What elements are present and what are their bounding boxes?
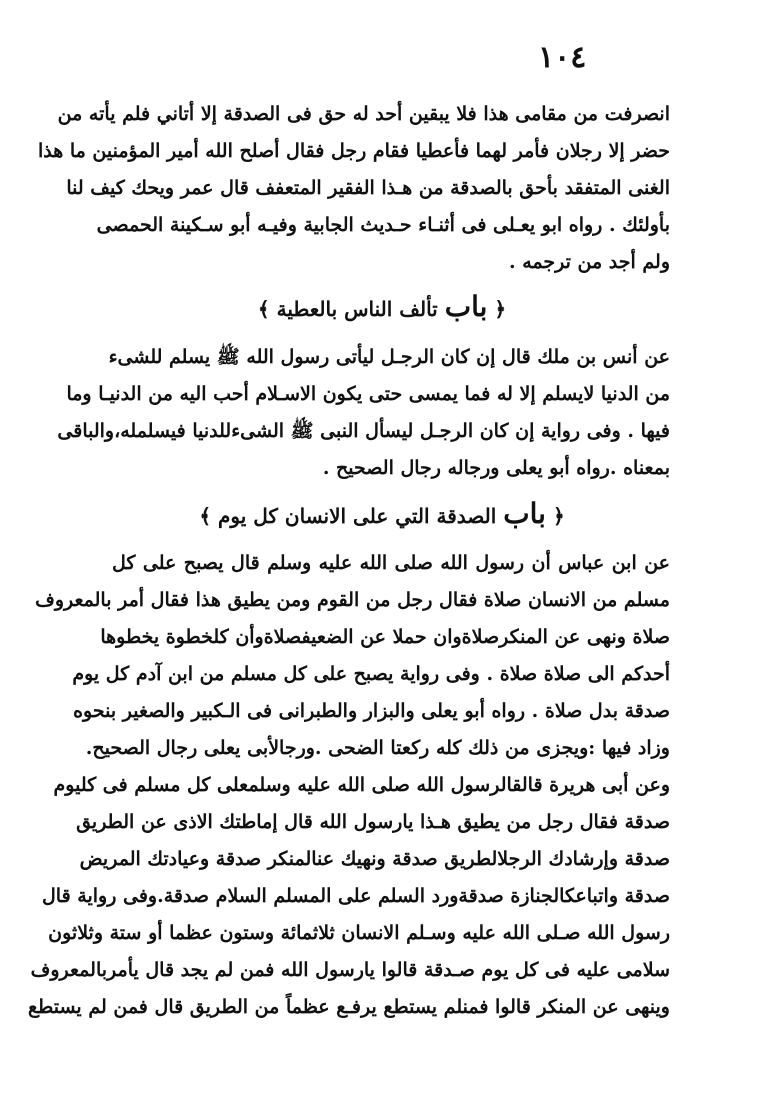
chapter-word: باب	[503, 497, 546, 530]
ornament-open: ﴿	[494, 297, 507, 321]
text-line: صدقة وإرشادك الرجلالطريق صدقة ونهيك عنالمنكر صدقة وعيادتك المريض	[79, 848, 670, 870]
ornament-open: ﴿	[552, 504, 565, 528]
page-number: ١٠٤	[538, 40, 587, 75]
text-line: انصرفت من مقامى هذا فلا يبقين أحد له حق فى الصدقة إلا أتاني فلم يأته من	[57, 103, 670, 125]
text-line: رسول الله صـلى الله عليه وسـلم الانسان ثلاثمائة وستون عظما أو ستة وثلاثون	[48, 922, 670, 944]
text-line: ولم أجد من ترجمه .	[508, 251, 670, 273]
paragraph-3	[28, 545, 670, 1026]
ornament-close: ﴾	[257, 297, 270, 321]
text-line: صدقة بدل صلاة . رواه أبو يعلى والبزار والطبرانى فى الـكبير والصغير بنحوه	[73, 700, 670, 722]
text-line: فيها . وفى رواية إن كان الرجـل ليسأل النبى ﷺ الشىءللدنيا فيسلمله،والباقى	[57, 420, 670, 442]
ornament-close: ﴾	[199, 504, 212, 528]
chapter-title: تألف الناس بالعطية	[276, 297, 438, 321]
text-line: صدقة واتباعكالجنازة صدقةورد السلم على المسلم السلام صدقة.وفى رواية قال	[41, 885, 670, 907]
text-line: صدقة فقال رجل من يطيق هـذا يارسول الله قال إماطتك الاذى عن الطريق	[76, 811, 670, 833]
text-line: بأولئك . رواه ابو يعـلى فى أثنـاء حـديث الجابية وفيـه أبو سـكينة الحمصى	[96, 214, 670, 236]
text-line: الغنى المتفقد بأحق بالصدقة من هـذا الفقير المتعفف قال عمر ويحك كيف لنا	[66, 177, 670, 199]
text-line: وعن أبى هريرة قالقالرسول الله صلى الله عليه وسلمعلى كل مسلم فى كليوم	[53, 774, 670, 796]
text-line: مسلم من الانسان صلاة فقال رجل من القوم ومن يطيق هذا فقال أمر بالمعروف	[35, 589, 670, 611]
text-line: سلامى عليه فى كل يوم صـدقة قالوا يارسول الله فمن لم يجد قال يأمربالمعروف	[30, 959, 670, 981]
paragraph-2	[57, 339, 670, 487]
chapter-heading-1	[0, 290, 764, 323]
text-line: وينهى عن المنكر قالوا فمنلم يستطع يرفـع عظماً من الطريق قال فمن لم يستطع	[28, 996, 670, 1018]
text-line: من الدنيا لايسلم إلا له فما يمسى حتى يكون الاسـلام أحب اليه من الدنيـا وما	[66, 383, 670, 405]
chapter-heading-2	[0, 497, 764, 530]
text-line: صلاة ونهى عن المنكرصلاةوان حملا عن الضعيفصلاةوأن كلخطوة يخطوها	[100, 626, 670, 648]
chapter-word: باب	[444, 290, 488, 323]
text-line: أحدكم الى صلاة صلاة . وفى رواية يصبح على كل مسلم من ابن آدم كل يوم	[72, 663, 670, 685]
text-line: وزاد فيها :ويجزى من ذلك كله ركعتا الضحى .ورجالأبى يعلى رجال الصحيح.	[85, 737, 670, 759]
text-line: حضر إلا رجلان فأمر لهما فأعطيا فقام رجل فقال أصلح الله أمير المؤمنين ما هذا	[37, 140, 670, 162]
text-line: بمعناه .رواه أبو يعلى ورجاله رجال الصحيح .	[322, 457, 670, 479]
paragraph-1	[37, 96, 670, 281]
chapter-title: الصدقة التي على الانسان كل يوم	[218, 504, 497, 528]
text-line: عن أنس بن ملك قال إن كان الرجـل ليأتى رسول الله ﷺ يسلم للشىء	[108, 346, 670, 368]
text-line: عن ابن عباس أن رسول الله صلى الله عليه وسلم قال يصبح على كل	[112, 552, 670, 574]
